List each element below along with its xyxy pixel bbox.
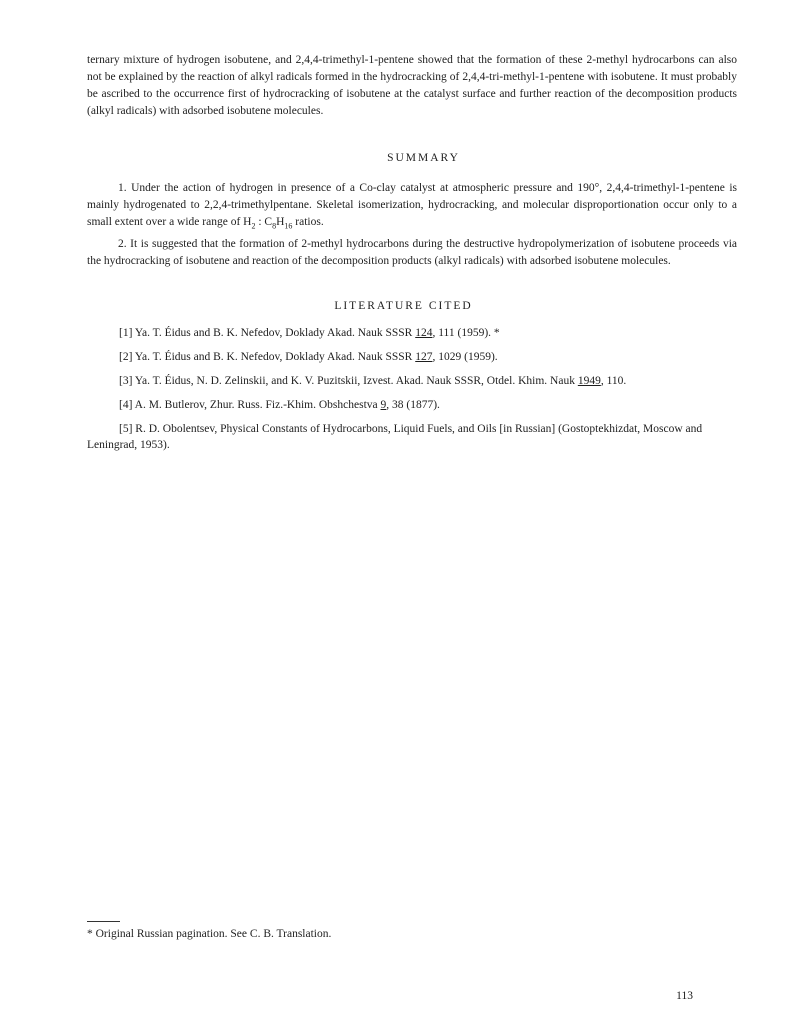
summary-point-1-mid: : C	[255, 216, 273, 228]
summary-heading: SUMMARY	[387, 152, 460, 164]
reference-4-tail: , 38 (1877).	[386, 399, 440, 411]
reference-3-tail: , 110.	[600, 375, 627, 387]
summary-point-1-mid2: H	[276, 216, 285, 228]
reference-2-volume: 127	[415, 351, 433, 363]
summary-point-1-end: ratios.	[292, 216, 324, 228]
reference-item-3	[87, 373, 747, 389]
reference-1-tail: , 111 (1959). *	[432, 327, 500, 339]
reference-item-5	[87, 421, 747, 453]
literature-heading: LITERATURE CITED	[334, 300, 473, 312]
summary-point-1-text: 1. Under the action of hydrogen in presence of a Co-clay catalyst at atmospheric pressure and 190°, 2,4,4-trimethyl-1-pentene is mainly hydrogenated to 2,2,4-trimethylpentane. Skeletal isomerization, hydrocracking, and molecular disproportionation occur only to a small extent over a wide range of H	[87, 182, 737, 228]
subscript-h2: 2	[251, 221, 256, 231]
reference-1-volume: 124	[415, 327, 433, 339]
footnote-divider	[87, 921, 120, 922]
footnote: * Original Russian pagination. See C. B. Translation.	[87, 928, 332, 940]
summary-point-1	[87, 180, 737, 234]
reference-item-1	[87, 325, 747, 341]
reference-1-text: [1] Ya. T. Éidus and B. K. Nefedov, Doklady Akad. Nauk SSSR	[119, 327, 416, 339]
reference-2-text: [2] Ya. T. Éidus and B. K. Nefedov, Doklady Akad. Nauk SSSR	[119, 351, 416, 363]
reference-4-text: [4] A. M. Butlerov, Zhur. Russ. Fiz.-Khim. Obshchestva	[119, 399, 381, 411]
reference-item-2	[87, 349, 747, 365]
page-number: 113	[676, 990, 693, 1002]
reference-5-text: [5] R. D. Obolentsev, Physical Constants of Hydrocarbons, Liquid Fuels, and Oils [in Russian] (Gostoptekhizdat, Moscow and Leningrad, 1953).	[87, 423, 703, 451]
reference-item-4	[87, 397, 747, 413]
subscript-h16: 16	[284, 221, 293, 231]
reference-4-volume: 9	[380, 399, 387, 411]
reference-2-tail: , 1029 (1959).	[432, 351, 498, 363]
reference-3-text: [3] Ya. T. Éidus, N. D. Zelinskii, and K. V. Puzitskii, Izvest. Akad. Nauk SSSR, Otdel. Khim. Nauk	[119, 375, 578, 387]
subscript-c8: 8	[272, 221, 277, 231]
intro-paragraph: ternary mixture of hydrogen isobutene, and 2,4,4-trimethyl-1-pentene showed that the formation of these 2-methyl hydrocarbons can also not be explained by the reaction of alkyl radicals formed in the hydrocracking of 2,4,4-tri-methyl-1-pentene with isobutene. It must probably be ascribed to the occurrence first of hydrocracking of isobutene at the catalyst surface and further reaction of the decomposition products (alkyl radicals) with adsorbed isobutene molecules.	[87, 54, 737, 117]
reference-3-volume: 1949	[577, 375, 601, 387]
summary-point-2: 2. It is suggested that the formation of 2-methyl hydrocarbons during the destructive hydropolymerization of isobutene proceeds via the hydrocracking of isobutene and reaction of the decomposition products (alkyl radicals) with adsorbed isobutene molecules.	[87, 238, 737, 267]
reference-list	[87, 325, 747, 461]
